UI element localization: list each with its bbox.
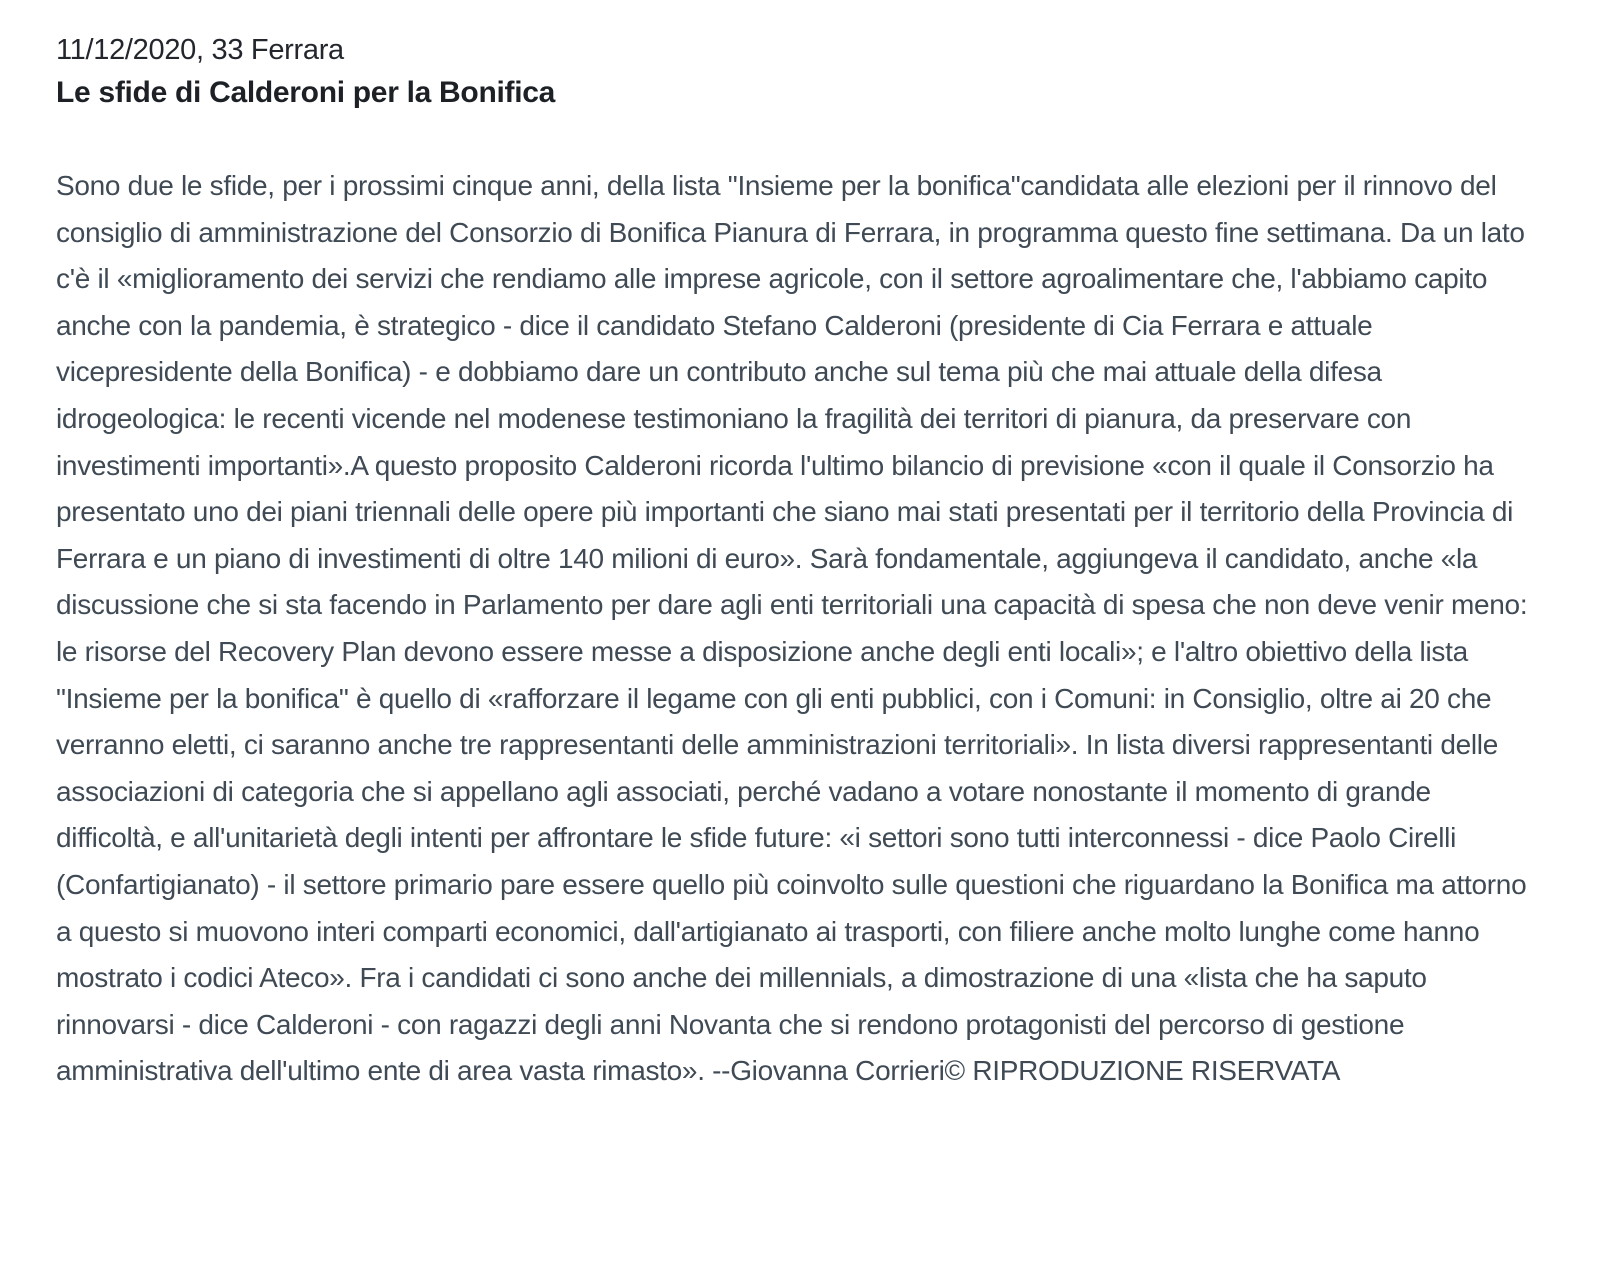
article-body: Sono due le sfide, per i prossimi cinque anni, della lista "Insieme per la bonifica"candidata alle elezioni per il rinnovo del consiglio di amministrazione del Consorzio di Bonifica Pianura di Ferrara, in programma questo fine settimana. Da un lato c'è il «miglioramento dei servizi che rendiamo alle imprese agricole, con il settore agroalimentare che, l'abbiamo capito anche con la pandemia, è strategico - dice il candidato Stefano Calderoni (presidente di Cia Ferrara e attuale vicepresidente della Bonifica) - e dobbiamo dare un contributo anche sul tema più che mai attuale della difesa idrogeologica: le recenti vicende nel modenese testimoniano la fragilità dei territori di pianura, da preservare con investimenti importanti».A questo proposito Calderoni ricorda l'ultimo bilancio di previsione «con il quale il Consorzio ha presentato uno dei piani triennali delle opere più importanti che siano mai stati presentati per il territorio della Provincia di Ferrara e un piano di investimenti di oltre 140 milioni di euro». Sarà fondamentale, aggiungeva il candidato, anche «la discussione che si sta facendo in Parlamento per dare agli enti territoriali una capacità di spesa che non deve venir meno: le risorse del Recovery Plan devono essere messe a disposizione anche degli enti locali»; e l'altro obiettivo della lista "Insieme per la bonifica" è quello di «rafforzare il legame con gli enti pubblici, con i Comuni: in Consiglio, oltre ai 20 che verranno eletti, ci saranno anche tre rappresentanti delle amministrazioni territoriali». In lista diversi rappresentanti delle associazioni di categoria che si appellano agli associati, perché vadano a votare nonostante il momento di grande difficoltà, e all'unitarietà degli intenti per affrontare le sfide future: «i settori sono tutti interconnessi - dice Paolo Cirelli (Confartigianato) - il settore primario pare essere quello più coinvolto sulle questioni che riguardano la Bonifica ma attorno a questo si muovono interi comparti economici, dall'artigianato ai trasporti, con filiere anche molto lunghe come hanno mostrato i codici Ateco». Fra i candidati ci sono anche dei millennials, a dimostrazione di una «lista che ha saputo rinnovarsi - dice Calderoni - con ragazzi degli anni Novanta che si rendono protagonisti del percorso di gestione amministrativa dell'ultimo ente di area vasta rimasto». --Giovanna Corrieri© RIPRODUZIONE RISERVATA [56,170,1528,1087]
article-dateline: 11/12/2020, 33 Ferrara [56,34,344,66]
article-title: Le sfide di Calderoni per la Bonifica [56,75,556,109]
